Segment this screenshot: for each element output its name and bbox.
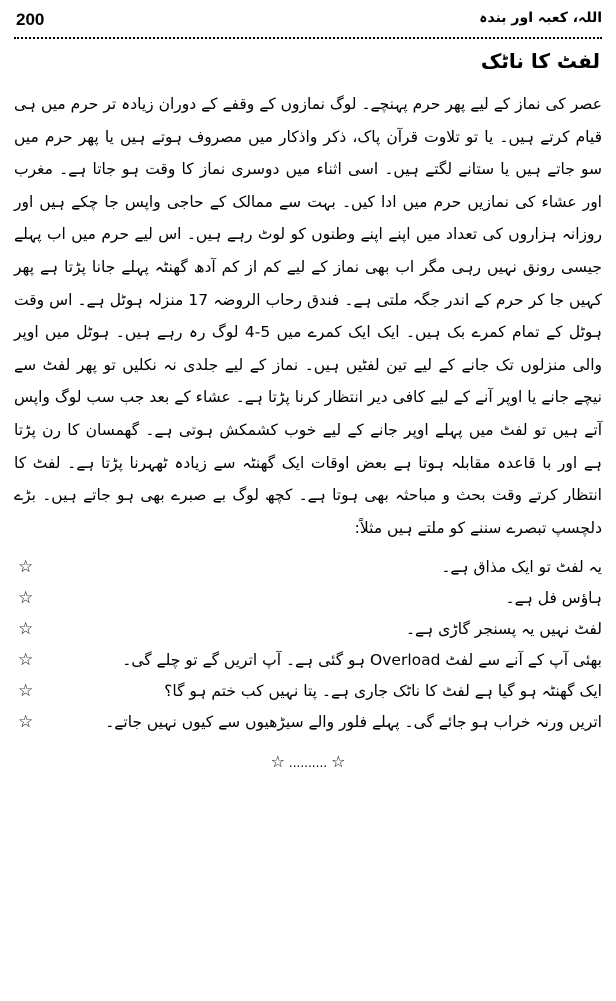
section-divider [14, 752, 602, 771]
star-icon: ☆ [18, 681, 34, 702]
star-icon: ☆ [18, 712, 34, 733]
divider-star-icon: ☆ [270, 752, 285, 772]
list-item-text: ایک گھنٹہ ہو گیا ہے لفٹ کا ناٹک جاری ہے۔ پتا نہیں کب ختم ہو گا؟ [164, 682, 602, 701]
list-item [14, 645, 602, 676]
divider-star-icon: ☆ [331, 752, 346, 772]
list-item-text: یہ لفٹ تو ایک مذاق ہے۔ [441, 558, 602, 577]
page-number: 200 [16, 10, 45, 29]
list-item [14, 614, 602, 645]
header-dotted-rule [14, 37, 602, 39]
body-paragraph: عصر کی نماز کے لیے پھر حرم پہنچے۔ لوگ نمازوں کے وقفے کے دوران زیادہ تر حرم میں ہی قیام کرتے ہیں۔ یا تو تلاوت قرآن پاک، ذکر واذکار میں مصروف ہوتے ہیں یا پھر حرم میں سو جاتے ہیں یا ستانے لگتے ہیں۔ اسی اثناء میں دوسری نماز کا وقت ہو جاتا ہے۔ مغرب اور عشاء کی نمازیں حرم میں ادا کیں۔ بہت سے ممالک کے حاجی واپس جا چکے ہیں اور روزانہ ہزاروں کی تعداد میں اپنے اپنے وطنوں کو لوٹ رہے ہیں۔ اس لیے حرم میں اب پہلے جیسی رونق نہیں رہی مگر اب بھی نماز کے لیے کم از کم آدھ گھنٹہ پہلے جانا پڑتا ہے پھر کہیں جا کر حرم کے اندر جگہ ملتی ہے۔ فندق رحاب الروضہ 17 منزلہ ہوٹل ہے۔ اس وقت ہوٹل کے تمام کمرے بک ہیں۔ ایک ایک کمرے میں 5-4 لوگ رہ رہے ہیں۔ ہوٹل میں اوپر والی منزلوں تک جانے کے لیے تین لفٹیں ہیں۔ نماز کے لیے جلدی نہ نکلیں تو پھر لفٹ سے نیچے جانے یا اوپر آنے کے لیے کافی دیر انتظار کرنا پڑتا ہے۔ عشاء کے بعد جب سب لوگ واپس آتے ہیں تو لفٹ میں پہلے اوپر جانے کے لیے خوب کشمکش ہوتی ہے۔ گھمسان کا رن پڑتا ہے اور با قاعدہ مقابلہ ہوتا ہے بعض اوقات ایک گھنٹہ سے زیادہ ٹھہرنا پڑتا ہے۔ لفٹ کا انتظار کرتے وقت بحث و مباحثہ بھی ہوتا ہے۔ کچھ لوگ بے صبرے بھی ہو جاتے ہیں۔ بڑے دلچسپ تبصرے سننے کو ملتے ہیں مثلاً: [14, 95, 602, 537]
list-item-text: اتریں ورنہ خراب ہو جائے گی۔ پہلے فلور والے سیڑھیوں سے کیوں نہیں جاتے۔ [105, 713, 602, 732]
list-item [14, 583, 602, 614]
list-item [14, 552, 602, 583]
list-item-text: ہاؤس فل ہے۔ [505, 589, 602, 608]
page-content [14, 48, 602, 771]
divider-dots: .......... [288, 756, 328, 771]
running-title: اللہ، کعبہ اور بندہ [479, 10, 602, 26]
quote-list [14, 552, 602, 738]
list-item-text: بھئی آپ کے آنے سے لفٹ Overload ہو گئی ہے۔ آپ اتریں گے تو چلے گی۔ [122, 651, 602, 670]
list-item-text: لفٹ نہیں یہ پسنجر گاڑی ہے۔ [405, 620, 602, 639]
chapter-title: لفٹ کا ناٹک [480, 49, 600, 73]
star-icon: ☆ [18, 588, 34, 609]
list-item [14, 707, 602, 738]
star-icon: ☆ [18, 650, 34, 671]
star-icon: ☆ [18, 619, 34, 640]
page-header [14, 10, 602, 32]
star-icon: ☆ [18, 557, 34, 578]
list-item [14, 676, 602, 707]
